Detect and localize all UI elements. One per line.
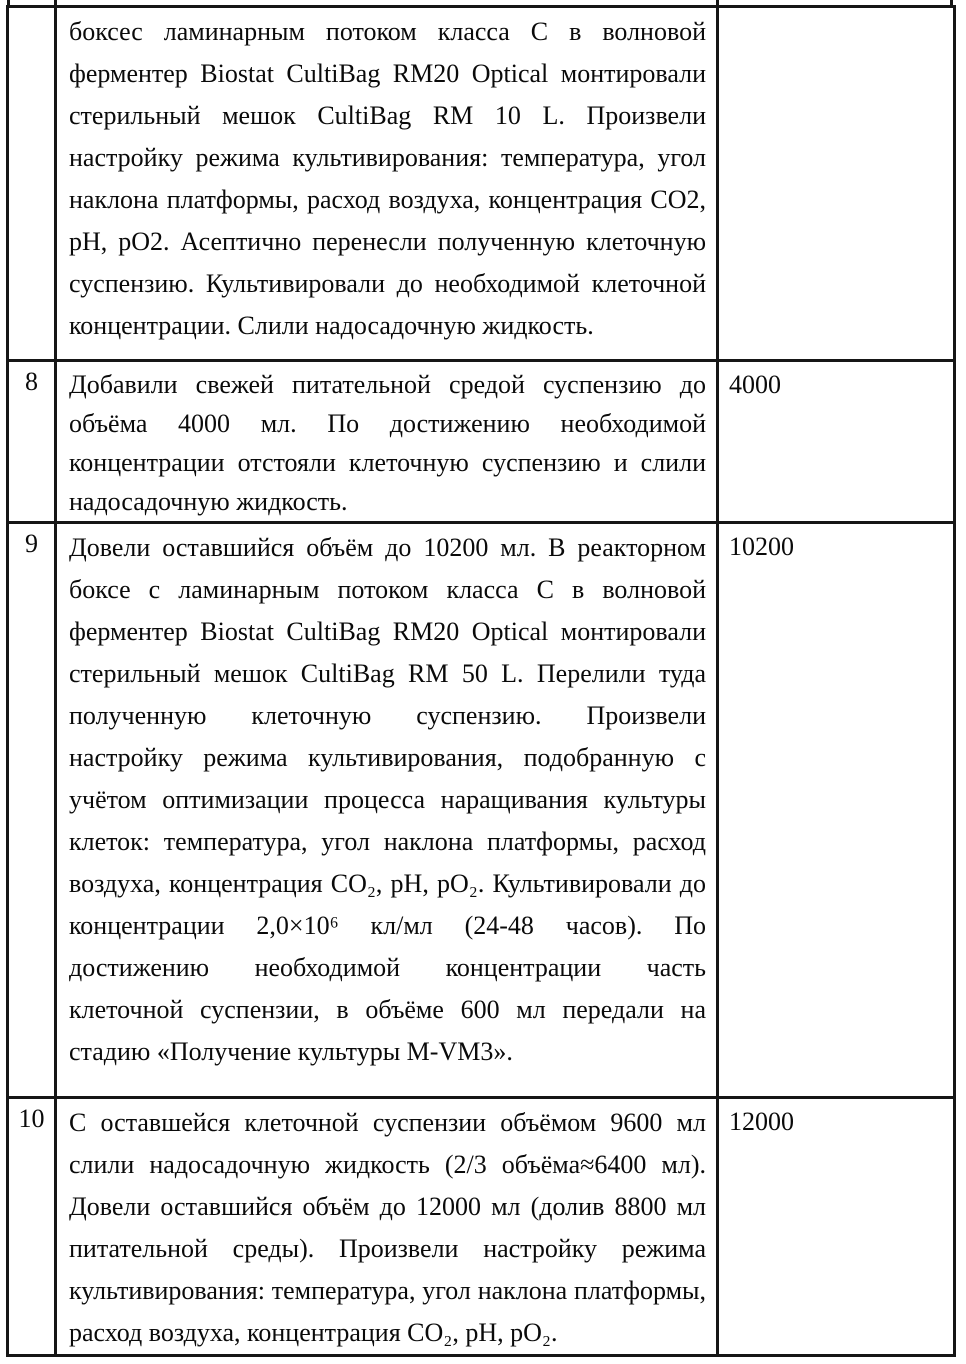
volume-value: 12000 (729, 1107, 794, 1136)
table-row (8, 1098, 955, 1356)
table-row (8, 7, 955, 361)
volume-value (719, 8, 953, 11)
volume-value: 4000 (729, 370, 781, 399)
volume-value-cell (718, 361, 955, 523)
table-row (8, 361, 955, 523)
row-number-cell: 8 (8, 361, 56, 523)
procedure-text: боксес ламинарным потоком класса С в волновой ферментер Biostat CultiBag RM20 Optical монтировали стерильный мешок CultiBag RM 10 L. Произвели настройку режима культивирования: температура, угол наклона платформы, расход воздуха, концентрация CO2, pH, pO2. Асептично перенесли полученную клеточную суспензию. Культивировали до необходимой клеточной концентрации. Слили надосадочную жидкость. (69, 17, 706, 340)
volume-value-cell (718, 523, 955, 1098)
procedure-text-cell (56, 523, 718, 1098)
procedure-text: Довели оставшийся объём до 10200 мл. В реакторном боксе с ламинарным потоком класса С в волновой ферментер Biostat CultiBag RM20 Optical монтировали стерильный мешок CultiBag RM 50 L. Перелили туда полученную клеточную суспензию. Произвели настройку режима культивирования, подобранную с учётом оптимизации процесса наращивания культуры клеток: температура, угол наклона платформы, расход воздуха, концентрация CO₂, pH, pO₂. Культивировали до концентрации 2,0×10⁶ кл/мл (24-48 часов). По достижению необходимой концентрации часть клеточной суспензии, в объёме 600 мл передали на стадию «Получение культуры M-VM3». (69, 533, 706, 1066)
procedure-text: Добавили свежей питательной средой суспензию до объёма 4000 мл. По достижению необходимой концентрации отстояли клеточную суспензию и слили надосадочную жидкость. (69, 370, 706, 516)
procedure-text: С оставшейся клеточной суспензии объёмом 9600 мл слили надосадочную жидкость (2/3 объёма≈6400 мл). Довели оставшийся объём до 12000 мл (долив 8800 мл питательной среды). Произвели настройку режима культивирования: температура, угол наклона платформы, расход воздуха, концентрация CO₂, pH, pO₂. (69, 1108, 706, 1347)
procedure-text-cell (56, 361, 718, 523)
volume-value-cell (718, 7, 955, 361)
row-number-cell: 9 (8, 523, 56, 1098)
table-row (8, 523, 955, 1098)
row-number-cell (8, 7, 56, 361)
procedure-table (6, 5, 956, 1357)
row-number-cell: 10 (8, 1098, 56, 1356)
volume-value-cell (718, 1098, 955, 1356)
volume-value: 10200 (729, 532, 794, 561)
procedure-text-cell (56, 7, 718, 361)
procedure-text-cell (56, 1098, 718, 1356)
